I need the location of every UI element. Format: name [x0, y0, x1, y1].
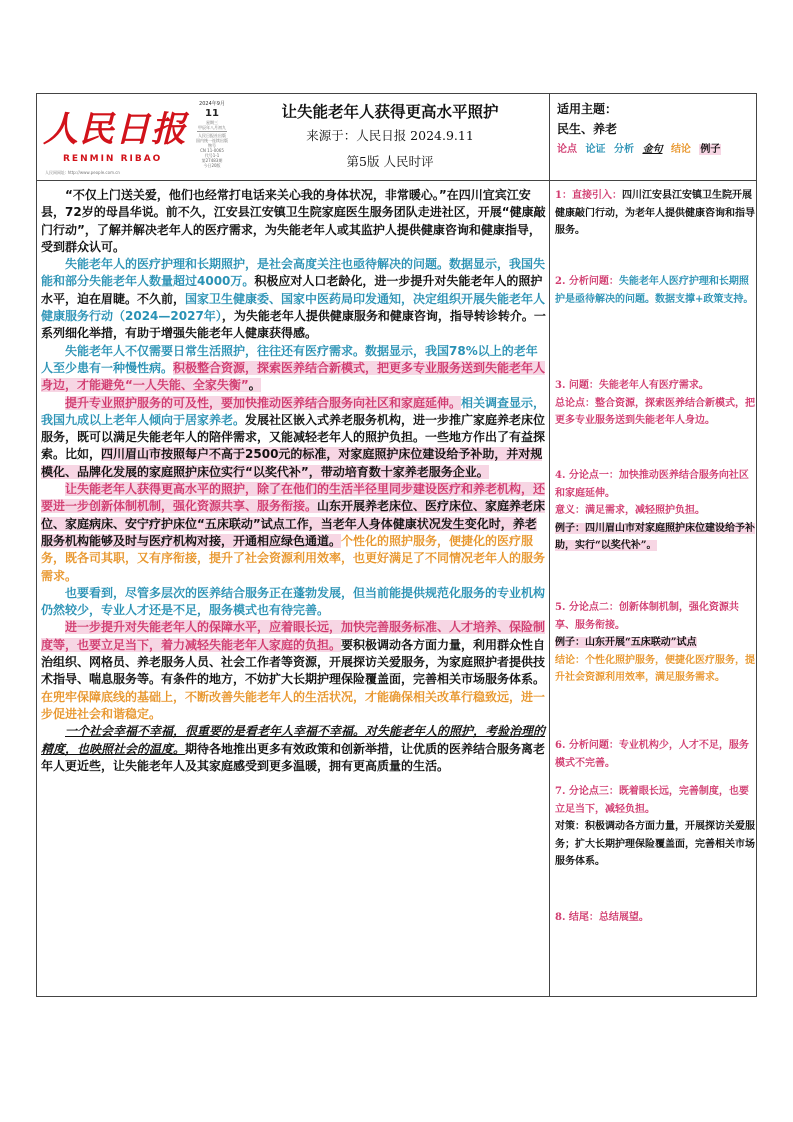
- note-6-body: 专业机构少，人才不足，服务模式不完善。: [555, 740, 749, 769]
- date-line: CN 11-0065: [200, 148, 224, 153]
- p3-thesis: 积极整合资源，探索医养结合新模式，把更多专业服务送到失能老年人身边，才能避免“一人失能、全家失衡”: [41, 360, 546, 393]
- note-7: [555, 783, 755, 871]
- note-4-meaning: 意义：满足需求，减轻照护负担。: [555, 505, 705, 516]
- paragraph-3: [41, 343, 547, 395]
- note-8: [555, 909, 755, 927]
- date-lunar: 甲辰年八月初九: [198, 125, 226, 130]
- note-4-head: 4. 分论点一：: [555, 470, 619, 481]
- date-line: 第27483期: [201, 158, 223, 163]
- note-2-head: 2. 分析问题：: [555, 276, 619, 287]
- p3-problem: 失能老年人不仅需要日常生活照护，往往还有医疗需求。: [65, 343, 366, 358]
- logo-en: RENMIN RIBAO: [63, 154, 163, 164]
- note-5: [555, 599, 755, 687]
- note-3-head: 3. 问题：: [555, 380, 599, 391]
- p2-text-end: ，为失能老年人提供健康服务和健康咨询，指导转诊转介。一系列细化举措，有助于增强失能老年人健康获得感。: [41, 309, 546, 341]
- article-source: 来源于：人民日报 2024.9.11: [306, 128, 474, 143]
- paragraph-7: [41, 619, 547, 723]
- note-7-head: 7. 分论点三：: [555, 786, 619, 797]
- legend-lunzheng: 论证: [585, 144, 606, 155]
- note-1-head: 1：直接引入：: [555, 190, 622, 201]
- note-1-body: 四川江安县江安镇卫生院开展健康敲门行动，为老年人提供健康咨询和指导服务。: [555, 190, 755, 236]
- p3-end: 。: [248, 378, 261, 393]
- color-legend: [557, 140, 753, 155]
- p7-measures: 要积极调动各方面力量，利用群众性自治组织、网格员、养老服务人员、社会工作者等资源，开展探访关爱服务，为家庭照护者提供技术指导、喘息服务等。有条件的地方，不妨扩大长期护理保险覆盖面，完善相关市场服务体系。: [41, 637, 546, 687]
- p8-text: 期待各地推出更多有效政策和创新举措，让优质的医养结合服务离老年人更近些，让失能老年人及其家庭感受到更多温暖，拥有更高质量的生活。: [41, 741, 546, 773]
- note-3-thesis: 总论点：整合资源，探索医养结合新模式，把更多专业服务送到失能老年人身边。: [555, 397, 755, 426]
- p4-example: 四川眉山市按照每户不高于2500元的标准，对家庭照护床位建设给予补助，并对规模化、品牌化发展的家庭照护床位实行“以奖代补”，带动培育数十家养老服务企业。: [41, 447, 543, 479]
- date-box: [195, 102, 229, 174]
- note-5-example: 例子：山东开展“五床联动”试点: [555, 637, 697, 648]
- note-3-body: 失能老年人有医疗需求。: [598, 380, 709, 391]
- p1-text: “不仅上门送关爱，他们也经常打电话来关心我的身体状况，非常暖心。”在四川宜宾江安县，72岁的母昌华说。前不久，江安县江安镇卫生院家庭医生服务团队走进社区，开展“健康敲门行动”，了解并解决老年人的医疗需求，为失能老年人或其监护人提供健康咨询和健康指导，受到群众认可。: [41, 188, 546, 254]
- p8-golden-sentence: 一个社会幸福不幸福，很重要的是看老年人幸福不幸福。对失能老年人的照护，考验治理的精度，也映照社会的温度。: [41, 724, 546, 756]
- note-4: [555, 467, 755, 555]
- topic-value: 民生、养老: [557, 122, 618, 136]
- p4-subpoint: 提升专业照护服务的可及性，要加快推动医养结合服务向社区和家庭延伸。: [65, 395, 462, 410]
- note-3: [555, 377, 755, 430]
- date-line: 代号1-1: [204, 153, 220, 158]
- p2-policy: 国家卫生健康委、国家中医药局印发通知，决定组织开展失能老年人健康服务行动（2024—2027年）: [41, 291, 546, 324]
- newspaper-logo: [43, 102, 193, 175]
- note-4-body: 加快推动医养结合服务向社区和家庭延伸。: [555, 470, 749, 499]
- date-day: 11: [205, 108, 219, 119]
- legend-jinju: 金句: [642, 144, 663, 155]
- p7-conclusion: 在兜牢保障底线的基础上，不断改善失能老年人的生活状况，才能确保相关改革行稳致远，进一步促进社会和谐稳定。: [41, 689, 546, 721]
- note-2: [555, 273, 755, 308]
- paragraph-8: [41, 723, 547, 775]
- article-title: 让失能老年人获得更高水平照护: [281, 103, 499, 121]
- legend-lizi: 例子: [700, 144, 721, 155]
- date-line: 人民日报社出版: [198, 133, 226, 138]
- note-7-measures: 对策：积极调动各方面力量，开展探访关爱服务；扩大长期护理保险覆盖面，完善相关市场服务体系。: [555, 821, 755, 867]
- note-8-body: 总结展望。: [598, 912, 649, 923]
- topic-label: 适用主题：: [557, 102, 618, 116]
- date-ym: 2024年9月: [199, 101, 225, 107]
- p4-survey: 相关调查显示，我国九成以上老年人倾向于居家养老。: [41, 395, 546, 427]
- paragraph-5: [41, 481, 547, 585]
- logo-cn: 人民日报: [43, 109, 188, 150]
- note-4-example: 例子：四川眉山市对家庭照护床位建设给予补助，实行“以奖代补”。: [555, 522, 755, 551]
- p5-conclusion: 个性化的照护服务，便捷化的医疗服务，既各司其职，又有序衔接，提升了社会资源利用效率，也更好满足了不同情况老年人的服务需求。: [41, 533, 546, 583]
- article-edition: 第5版 人民时评: [346, 154, 434, 169]
- date-line: 今日20版: [203, 163, 221, 168]
- note-2-body: 失能老年人医疗护理和长期照护是亟待解决的问题。数据支撑+政策支持。: [555, 276, 754, 305]
- note-8-head: 8. 结尾：: [555, 912, 599, 923]
- paragraph-6: [41, 585, 547, 620]
- p2-text: 积极应对人口老龄化，进一步提升对失能老年人的照护水平，迫在眉睫。不久前，: [41, 274, 543, 306]
- note-7-body: 既着眼长远，完善制度，也要立足当下，减轻负担。: [555, 786, 749, 815]
- header-row: [37, 94, 756, 181]
- p5-example: 山东开展养老床位、医疗床位、家庭养老床位、家庭病床、安宁疗护床位“五床联动”试点工作，当老年人身体健康状况发生变化时，养老服务机构能够及时与医疗机构对接，开通相应绿色通道。: [41, 499, 546, 548]
- legend-fenxi: 分析: [613, 144, 634, 155]
- note-5-conclusion: 结论：个性化照护服务，便捷化医疗服务，提升社会资源利用效率，满足服务需求。: [555, 654, 755, 683]
- p7-subpoint: 进一步提升对失能老年人的保障水平，应着眼长远，加快完善服务标准、人才培养、保险制度等，也要立足当下，着力减轻失能老年人家庭的负担。: [41, 620, 546, 652]
- date-line: 国内统一连续出版物号: [196, 138, 228, 148]
- note-5-head: 5. 分论点二：: [555, 602, 619, 613]
- date-weekday: 星期三: [206, 120, 218, 125]
- paragraph-2: [41, 256, 547, 342]
- p4-text: 发展社区嵌入式养老服务机构，进一步推广家庭养老床位服务，既可以满足失能老年人的陪伴需求，又能减轻老年人的照护负担。一些地方作出了有益探索。比如，: [41, 412, 546, 462]
- paragraph-4: [41, 395, 547, 481]
- note-5-body: 创新体制机制，强化资源共享、服务衔接。: [555, 602, 739, 631]
- paragraph-1: [41, 187, 547, 256]
- document-sheet: [36, 93, 757, 997]
- note-6-head: 6. 分析问题：: [555, 740, 619, 751]
- legend-jielun: 结论: [670, 144, 691, 155]
- p2-analysis: 失能老年人的医疗护理和长期照护，是社会高度关注也亟待解决的问题。数据显示，我国失能和部分失能老年人数量超过4000万。: [41, 257, 546, 289]
- note-6: [555, 737, 755, 772]
- p6-analysis: 也要看到，尽管多层次的医养结合服务正在蓬勃发展，但当前能提供规范化服务的专业机构仍然较少，专业人才还是不足，服务模式也有待完善。: [41, 585, 546, 618]
- column-divider: [549, 94, 550, 996]
- logo-url: 人民网网址: http://www.people.com.cn: [45, 170, 120, 175]
- p3-data: 数据显示，我国78%以上的老年人至少患有一种慢性病。: [41, 343, 538, 375]
- article-body: [41, 187, 547, 775]
- p5-subpoint: 让失能老年人获得更高水平的照护，除了在他们的生活半径里同步建设医疗和养老机构，还要进一步创新体制机制，强化资源共享、服务衔接。: [41, 482, 546, 514]
- note-1: [555, 187, 755, 240]
- legend-lundian: 论点: [557, 144, 577, 155]
